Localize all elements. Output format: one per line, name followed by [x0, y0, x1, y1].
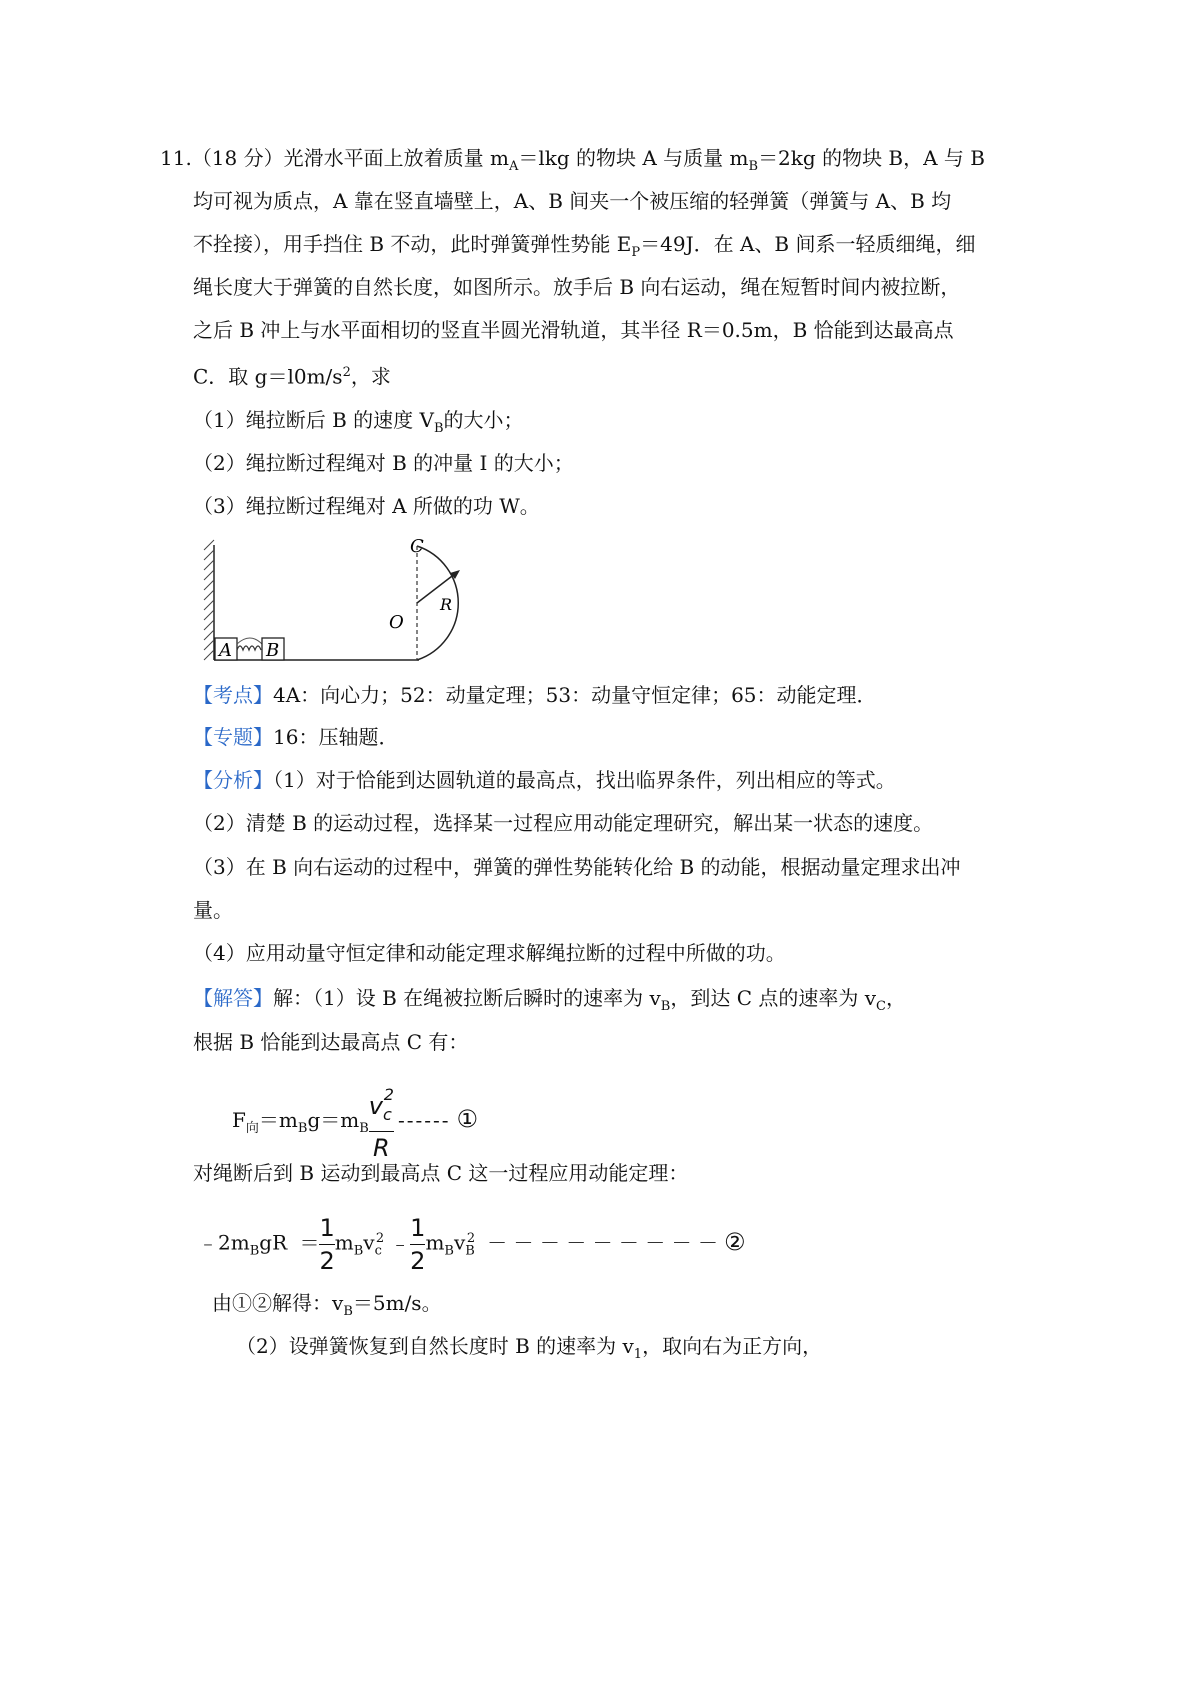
radius-arrowhead: [450, 570, 460, 579]
track-arc: [417, 546, 458, 660]
label-o: O: [389, 612, 404, 633]
problem-line-5: 之后 B 冲上与水平面相切的竖直半圆光滑轨道，其半径 R＝0.5m，B 恰能到达最高点: [193, 318, 954, 342]
jieda-line-5: （2）设弹簧恢复到自然长度时 B 的速率为 $v_1$，取向右为正方向，: [236, 1334, 823, 1362]
semicircle-track: [389, 530, 540, 680]
fenxi-line-2: （2）清楚 B 的运动过程，选择某一过程应用动能定理研究，解出某一状态的速度。: [193, 811, 934, 835]
problem-line-3: 不拴接），用手挡住 B 不动，此时弹簧弹性势能 $E_P=49J$．在 A、B 间系一轻质细绳，细: [193, 232, 976, 260]
problem-line-1: 11.（18 分）光滑水平面上放着质量 $m_A=lkg$ 的物块 A 与质量 $m_B=2kg$ 的物块 B，A 与 B: [160, 146, 985, 174]
question-3: （3）绳拉断过程绳对 A 所做的功 W。: [193, 494, 540, 518]
fraction-half-2: $\frac{1}{2}$: [410, 1213, 426, 1275]
jieda-line-3: 对绳断后到 B 运动到最高点 C 这一过程应用动能定理：: [193, 1161, 689, 1185]
equation-1: $F_向=m_Bg=m_B$ $\frac{v_c^2}{R}$ ------ ①: [232, 1080, 478, 1163]
fenxi-line-3b: 量。: [193, 898, 233, 922]
zhuanti-tag: 【专题】: [193, 725, 273, 749]
zhuanti-line: 【专题】16：压轴题．: [193, 725, 399, 749]
label-r: R: [440, 595, 453, 614]
jieda-tag: 【解答】: [193, 986, 273, 1010]
jieda-line-2: 根据 B 恰能到达最高点 C 有：: [193, 1030, 469, 1054]
question-2: （2）绳拉断过程绳对 B 的冲量 I 的大小；: [193, 451, 574, 475]
fenxi-line-4: （4）应用动量守恒定律和动能定理求解绳拉断的过程中所做的功。: [193, 941, 786, 965]
kaodian-tag: 【考点】: [193, 683, 273, 707]
jieda-line-4: 由①②解得：$v_B=5m/s$。: [212, 1291, 442, 1319]
jieda-line-1: 【解答】解：（1）设 B 在绳被拉断后瞬时的速率为 $v_B$，到达 C 点的速率为 $v_C$，: [193, 986, 906, 1014]
equation-2: $﹣2m_BgR$ ＝ $\frac{1}{2}$ $m_Bv_c^2$ ﹣ $\frac{1}{2}$ $m_Bv_B^2$ － － － － － － － － － ②: [198, 1213, 746, 1275]
problem-line-6: C．取 $g=l0m/s^2$，求: [193, 364, 391, 389]
question-1: （1）绳拉断后 B 的速度 $V_B$的大小；: [193, 408, 524, 436]
problem-points: （18 分）: [191, 146, 284, 170]
kaodian-line: 【考点】4A：向心力；52：动量定理；53：动量守恒定律；65：动能定理．: [193, 683, 877, 707]
fraction-half-1: $\frac{1}{2}$: [319, 1213, 335, 1275]
label-b: B: [266, 640, 280, 661]
wall: [204, 540, 214, 660]
problem-line-2: 均可视为质点，A 靠在竖直墙壁上，A、B 间夹一个被压缩的轻弹簧（弹簧与 A、B 均: [193, 189, 952, 213]
fenxi-line-3: （3）在 B 向右运动的过程中，弹簧的弹性势能转化给 B 的动能，根据动量定理求出冲: [193, 855, 961, 879]
fenxi-line-1: 【分析】（1）对于恰能到达圆轨道的最高点，找出临界条件，列出相应的等式。: [193, 768, 896, 792]
spring: [237, 646, 261, 650]
problem-line-4: 绳长度大于弹簧的自然长度，如图所示。放手后 B 向右运动，绳在短暂时间内被拉断，: [193, 275, 961, 299]
fenxi-tag: 【分析】: [193, 768, 273, 792]
label-c: C: [410, 536, 424, 557]
rope: [237, 638, 262, 644]
problem-number: 11.: [160, 146, 192, 170]
label-a: A: [219, 640, 232, 661]
fraction-vc2-over-r: $\frac{v_c^2}{R}$: [368, 1085, 394, 1162]
